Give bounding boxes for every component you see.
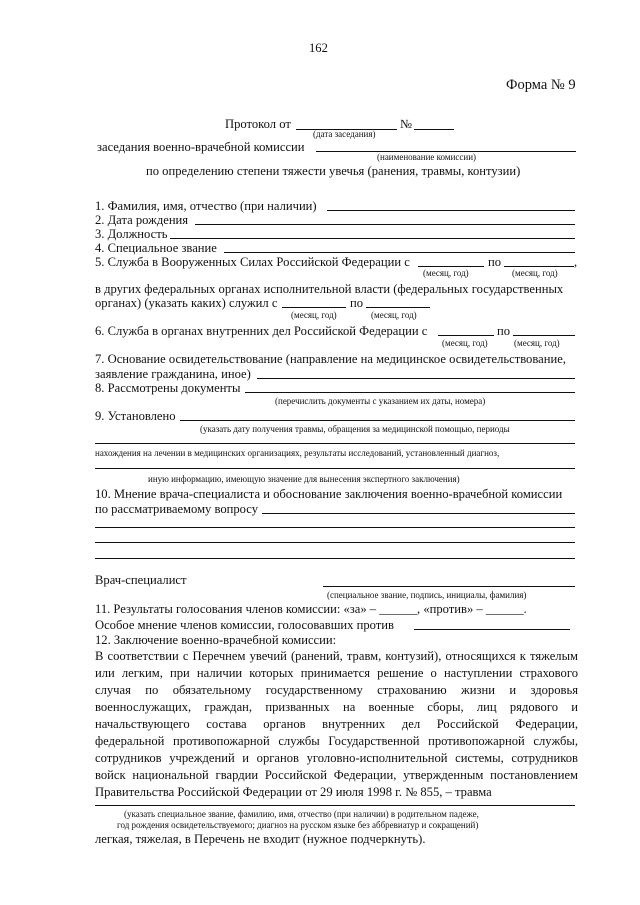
conclusion-line: сотрудников учреждений и органов уголовно-исполнительной системы, сотрудников: [95, 751, 578, 765]
item-5-continuation-2: органах) (указать каких) служил с: [95, 296, 278, 310]
item-11-voting: 11. Результаты голосования членов комиссии: «за» – ______, «против» – ______.: [95, 602, 527, 616]
conclusion-line: или легким, при наличии которых принимается решение о наступлении страхового: [95, 666, 578, 680]
opinion-line-1[interactable]: [262, 513, 575, 514]
protocol-date-hint: (дата заседания): [313, 129, 376, 139]
conclusion-line: начальствующего состава органов внутренних дел Российской Федерации,: [95, 717, 578, 731]
commission-hint: (наименование комиссии): [377, 152, 477, 162]
conclusion-line: В соответствии с Перечнем увечий (ранений, травм, контузий), относящихся к тяжелым: [95, 649, 578, 663]
opinion-line-3[interactable]: [95, 542, 575, 543]
doctor-signature-line[interactable]: [323, 586, 575, 587]
page-number: 162: [309, 41, 328, 55]
item-9-label: 9. Установлено: [95, 409, 176, 423]
conclusion-line: случая по обязательному государственному страхованию жизни и здоровья: [95, 683, 578, 697]
conclusion-line: военнослужащих, граждан, призванных на военные сборы, лиц рядового и: [95, 700, 578, 714]
basis-line[interactable]: [257, 378, 575, 379]
conclusion-line: федеральной противопожарной службы Государственной противопожарной службы,: [95, 734, 578, 748]
conclusion-hint-2: год рождения освидетельствуемого; диагноз на русском языке без аббревиатур и сокращений): [117, 820, 479, 830]
conclusion-line: Правительства Российской Федерации от 29 июля 1998 г. № 855, – травма: [95, 785, 492, 799]
doctor-label: Врач-специалист: [95, 573, 187, 587]
month-year-hint: (месяц, год): [442, 338, 488, 348]
established-line[interactable]: [180, 420, 575, 421]
position-line[interactable]: [170, 238, 575, 239]
month-year-hint: (месяц, год): [512, 268, 558, 278]
other-service-to-line[interactable]: [366, 307, 430, 308]
protocol-subject: по определению степени тяжести увечья (ранения, травмы, контузии): [146, 164, 521, 178]
established-hint-2: нахождения на лечении в медицинских организациях, результаты исследований, установленный диагноз,: [95, 448, 500, 458]
item-10-line-1: 10. Мнение врача-специалиста и обоснование заключения военно-врачебной комиссии: [95, 487, 563, 501]
police-service-from-line[interactable]: [438, 335, 494, 336]
item-2-label: 2. Дата рождения: [95, 213, 189, 227]
item-7-line-1: 7. Основание освидетельствование (направление на медицинское освидетельствование,: [95, 352, 566, 366]
full-name-line[interactable]: [327, 210, 575, 211]
item-11-special-opinion: Особое мнение членов комиссии, голосовавших против: [95, 618, 394, 632]
protocol-number-sign: №: [400, 117, 413, 131]
month-year-hint: (месяц, год): [423, 268, 469, 278]
month-year-hint: (месяц, год): [514, 338, 560, 348]
birth-date-line[interactable]: [195, 224, 575, 225]
conclusion-paragraph: [95, 648, 578, 801]
rank-line[interactable]: [224, 252, 575, 253]
doctor-hint: (специальное звание, подпись, инициалы, фамилия): [327, 590, 527, 600]
police-service-to-line[interactable]: [513, 335, 575, 336]
documents-line[interactable]: [245, 392, 575, 393]
item-5-po: по: [488, 255, 502, 269]
item-7-line-2: заявление гражданина, иное): [95, 367, 251, 381]
conclusion-hint-1: (указать специальное звание, фамилию, имя, отчество (при наличии) в родительном падеже,: [124, 809, 479, 819]
form-title: Форма № 9: [506, 77, 576, 93]
special-opinion-line[interactable]: [414, 629, 570, 630]
item-5-cont-po: по: [350, 296, 364, 310]
item-6-po: по: [497, 324, 511, 338]
established-line-3[interactable]: [95, 468, 575, 469]
protocol-title: Протокол от: [225, 117, 291, 131]
item-3-label: 3. Должность: [95, 227, 168, 241]
month-year-hint: (месяц, год): [291, 310, 337, 320]
armed-forces-from-line[interactable]: [418, 266, 484, 267]
conclusion-line: войск национальной гвардии Российской Федерации, утвержденным постановлением: [95, 768, 578, 782]
item-1-label: 1. Фамилия, имя, отчество (при наличии): [95, 199, 317, 213]
established-hint-1: (указать дату получения травмы, обращения за медицинской помощью, периоды: [200, 424, 510, 434]
established-line-2[interactable]: [95, 443, 575, 444]
conclusion-final: легкая, тяжелая, в Перечень не входит (нужное подчеркнуть).: [95, 832, 426, 846]
conclusion-subject-line[interactable]: [95, 805, 575, 806]
month-year-hint: (месяц, год): [371, 310, 417, 320]
opinion-line-2[interactable]: [95, 527, 575, 528]
item-4-label: 4. Специальное звание: [95, 241, 217, 255]
protocol-number-line[interactable]: [414, 129, 454, 130]
documents-hint: (перечислить документы с указанием их даты, номера): [275, 396, 486, 406]
item-8-label: 8. Рассмотрены документы: [95, 381, 241, 395]
established-hint-3: иную информацию, имеющую значение для вынесения экспертного заключения): [148, 474, 460, 484]
opinion-line-4[interactable]: [95, 558, 575, 559]
item-5-label: 5. Служба в Вооруженных Силах Российской Федерации с: [95, 255, 410, 269]
armed-forces-to-line[interactable]: [504, 266, 574, 267]
session-label: заседания военно-врачебной комиссии: [97, 140, 305, 154]
item-5-continuation-1: в других федеральных органах исполнительной власти (федеральных государственных: [95, 282, 564, 296]
item-10-line-2: по рассматриваемому вопросу: [95, 502, 259, 516]
item-12-label: 12. Заключение военно-врачебной комиссии:: [95, 633, 337, 647]
item-6-label: 6. Служба в органах внутренних дел Российской Федерации с: [95, 324, 428, 338]
other-service-from-line[interactable]: [282, 307, 346, 308]
item-5-comma: ,: [574, 255, 578, 269]
